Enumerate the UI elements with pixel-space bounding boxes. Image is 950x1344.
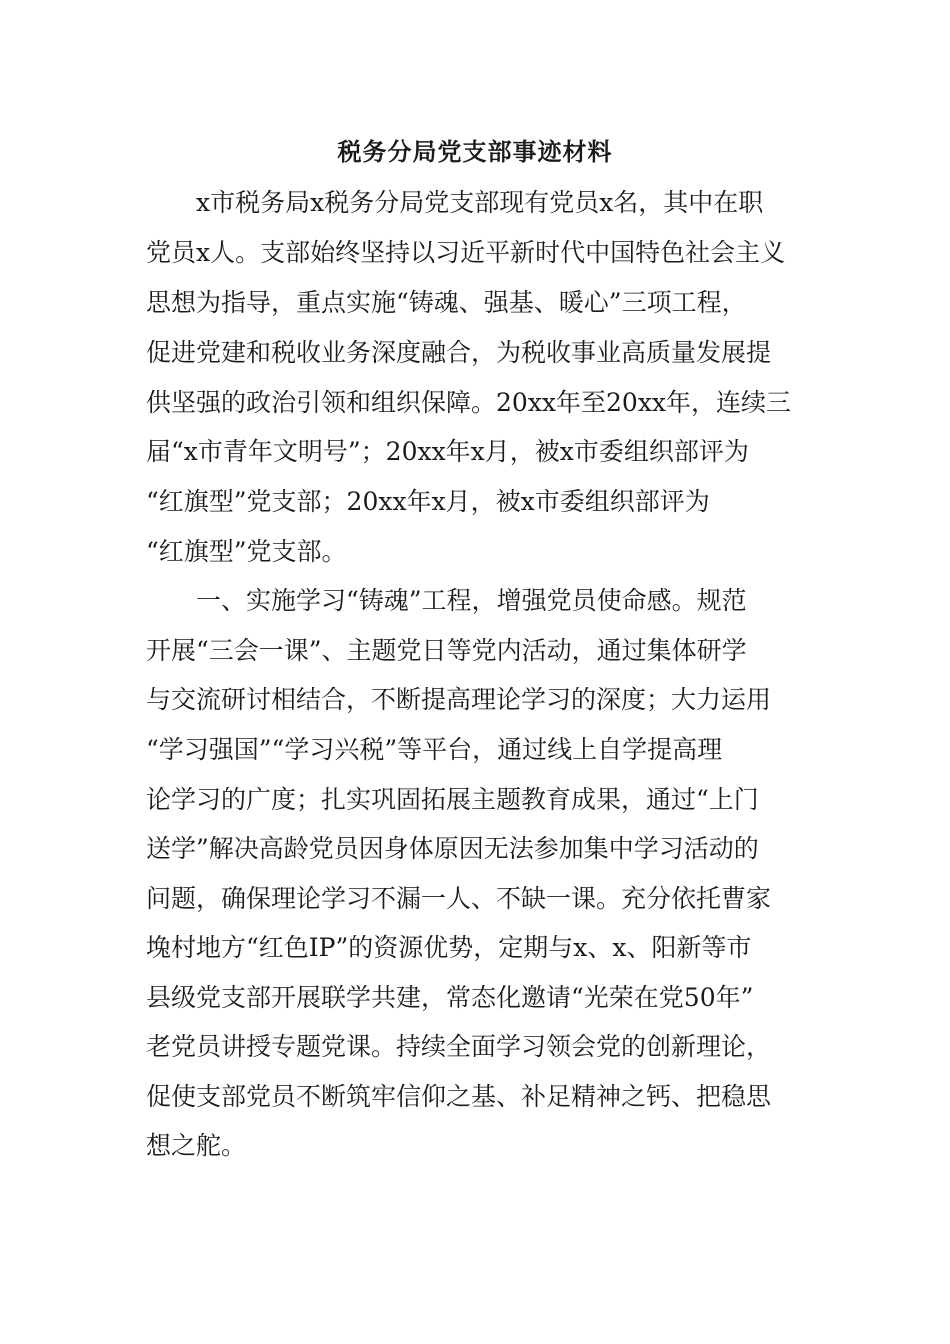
paragraph-line: 促进党建和税收业务深度融合，为税收事业高质量发展提 xyxy=(146,338,772,367)
paragraph-line: 供坚强的政治引领和组织保障。20xx年至20xx年，连续三 xyxy=(146,388,792,417)
paragraph-line: 堍村地方“红色IP”的资源优势，定期与x、x、阳新等市 xyxy=(146,933,752,962)
paragraph-line: 开展“三会一课”、主题党日等党内活动，通过集体研学 xyxy=(146,636,747,665)
paragraph-line: “学习强国”“学习兴税”等平台，通过线上自学提高理 xyxy=(146,735,723,764)
paragraph-line: 与交流研讨相结合，不断提高理论学习的深度；大力运用 xyxy=(146,685,772,714)
paragraph-line: “红旗型”党支部；20xx年x月，被x市委组织部评为 xyxy=(146,487,710,516)
paragraph-line: 促使支部党员不断筑牢信仰之基、补足精神之钙、把稳思 xyxy=(146,1082,772,1111)
paragraph-line: x市税务局x税务分局党支部现有党员x名，其中在职 xyxy=(196,188,764,217)
paragraph-line: 届“x市青年文明号”；20xx年x月，被x市委组织部评为 xyxy=(146,437,749,466)
paragraph-line: “红旗型”党支部。 xyxy=(146,537,347,566)
paragraph-line: 问题，确保理论学习不漏一人、不缺一课。充分依托曹家 xyxy=(146,884,772,913)
paragraph-line: 县级党支部开展联学共建，常态化邀请“光荣在党50年” xyxy=(146,983,754,1012)
paragraph-line: 送学”解决高龄党员因身体原因无法参加集中学习活动的 xyxy=(146,834,759,863)
paragraph-line: 党员x人。支部始终坚持以习近平新时代中国特色社会主义 xyxy=(146,238,786,267)
paragraph-line: 一、实施学习“铸魂”工程，增强党员使命感。规范 xyxy=(196,586,747,615)
paragraph-line: 论学习的广度；扎实巩固拓展主题教育成果，通过“上门 xyxy=(146,785,759,814)
paragraph-line: 想之舵。 xyxy=(146,1131,247,1160)
document-title: 税务分局党支部事迹材料 xyxy=(337,137,613,166)
paragraph-line: 老党员讲授专题党课。持续全面学习领会党的创新理论， xyxy=(146,1032,772,1061)
paragraph-line: 思想为指导，重点实施“铸魂、强基、暖心”三项工程， xyxy=(146,288,747,317)
